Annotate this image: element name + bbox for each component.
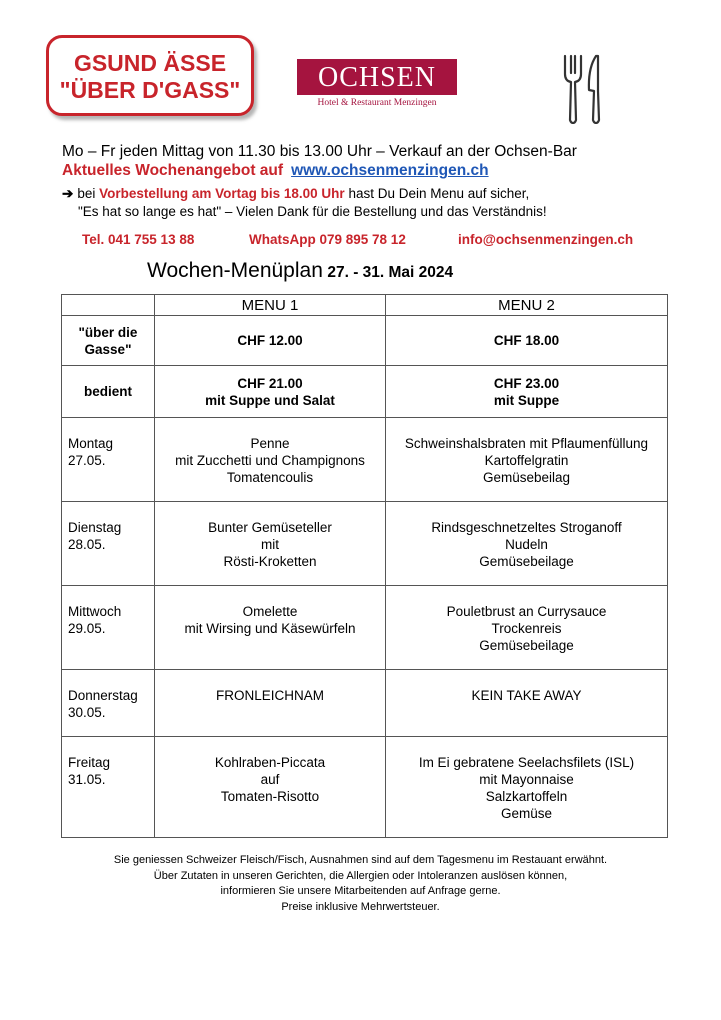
day-cell [62,586,155,670]
dish-line: Schweinshalsbraten mit Pflaumenfüllung [404,436,649,451]
dish-line: KEIN TAKE AWAY [471,688,582,703]
gasse-label [62,316,155,366]
dish-line: Salzkartoffeln [485,789,568,804]
menu-1-dish [155,737,386,838]
header-menu-2: MENU 2 [386,295,668,316]
day-name: Dienstag [68,520,122,535]
dish-line: Kohlraben-Piccata [214,755,326,770]
website-link[interactable]: www.ochsenmenzingen.ch [291,162,489,179]
dish-line: Nudeln [505,537,548,552]
cutlery-icon [559,54,605,124]
menu-2-dish [386,670,668,737]
menu-2-dish [386,586,668,670]
preorder-prefix: bei [77,186,96,201]
menu-2-dish [386,418,668,502]
dish-line: mit Mayonnaise [479,772,574,787]
dish-line: Gemüsebeilag [482,470,571,485]
badge-line-1: GSUND ÄSSE [73,50,227,76]
preorder-suffix: hast Du Dein Menu auf sicher, [348,186,530,201]
dish-line: Kartoffelgratin [484,453,569,468]
day-cell [62,670,155,737]
dish-line: Omelette [242,604,298,619]
menu-table [61,294,668,838]
gasse-label-line: Gasse" [84,341,132,357]
day-date: 28.05. [68,537,106,552]
opening-hours: Mo – Fr jeden Mittag von 11.30 bis 13.00 Uhr – Verkauf an der Ochsen-Bar [62,143,577,160]
footer-line: Über Zutaten in unseren Gerichten, die Allergien oder Intoleranzen auslösen können, [153,869,568,882]
day-date: 31.05. [68,772,106,787]
table-row [62,670,668,737]
menu-2-dish [386,502,668,586]
dish-line: mit Zucchetti und Champignons [175,453,365,468]
day-cell [62,502,155,586]
gasse-label-line: "über die [78,324,138,340]
day-name: Montag [68,436,114,451]
logo-name: OCHSEN [297,59,457,95]
preorder-note [62,186,529,202]
logo-subtitle: Hotel & Restaurant Menzingen [317,98,437,108]
menu-1-dish [155,670,386,737]
day-date: 27.05. [68,453,106,468]
day-name: Mittwoch [68,604,122,619]
dish-line: Pouletbrust an Currysauce [446,604,607,619]
footer-line: Sie geniessen Schweizer Fleisch/Fisch, Ausnahmen sind auf dem Tagesmenu im Restauant erwähnt. [113,854,608,866]
price-row-bedient [62,366,668,418]
dish-line: Gemüsebeilage [479,554,574,569]
dish-line: FRONLEICHNAM [215,688,324,703]
price-row-gasse [62,316,668,366]
day-name: Donnerstag [68,688,138,703]
footer-line: Preise inklusive Mehrwertsteuer. [281,900,440,913]
bedient-price-menu-1 [155,366,386,418]
header-empty-cell [62,295,155,316]
gsund-aesse-badge [46,35,254,116]
table-row [62,586,668,670]
dish-line: mit Wirsing und Käsewürfeln [184,621,356,636]
page-title [147,259,453,283]
footer-line: informieren Sie unsere Mitarbeitenden auf Anfrage gerne. [220,885,501,897]
ochsen-logo [297,59,457,108]
dish-line: Penne [250,436,290,451]
title-dates: 27. - 31. Mai 2024 [327,264,454,281]
price-note: mit Suppe und Salat [205,392,335,408]
gasse-price-menu-2: CHF 18.00 [386,316,668,366]
header-menu-1: MENU 1 [155,295,386,316]
dish-line: Gemüse [500,806,553,821]
dish-line: auf [260,772,280,787]
arrow-right-icon: ➔ [62,186,74,201]
dish-line: Tomaten-Risotto [220,789,320,804]
price-line: CHF 23.00 [493,375,560,391]
day-name: Freitag [68,755,111,770]
email-address[interactable]: info@ochsenmenzingen.ch [458,232,634,247]
footer-notes [0,853,721,915]
menu-1-dish [155,502,386,586]
thanks-note: "Es hat so lange es hat" – Vielen Dank für die Bestellung und das Verständnis! [78,204,547,219]
dish-line: Bunter Gemüseteller [208,520,332,535]
day-date: 30.05. [68,705,106,720]
offer-label: Aktuelles Wochenangebot auf [62,162,284,179]
price-line: CHF 21.00 [237,375,303,391]
table-header-row [62,295,668,316]
bedient-label: bedient [62,366,155,418]
day-cell [62,737,155,838]
preorder-highlight: Vorbestellung am Vortag bis 18.00 Uhr [99,186,345,201]
table-row [62,418,668,502]
dish-line: Gemüsebeilage [479,638,574,653]
bedient-price-menu-2 [386,366,668,418]
badge-line-2: "ÜBER D'GASS" [59,77,241,103]
gasse-price-menu-1: CHF 12.00 [155,316,386,366]
table-row [62,737,668,838]
title-main: Wochen-Menüplan [147,259,323,282]
menu-2-dish [386,737,668,838]
price-note: mit Suppe [493,392,560,408]
whatsapp-number[interactable]: WhatsApp 079 895 78 12 [249,232,406,247]
dish-line: mit [261,537,279,552]
day-date: 29.05. [68,621,106,636]
dish-line: Trockenreis [491,621,562,636]
weekly-offer [62,162,489,180]
table-row [62,502,668,586]
phone-number[interactable]: Tel. 041 755 13 88 [82,232,195,247]
dish-line: Tomatencoulis [226,470,314,485]
day-cell [62,418,155,502]
menu-1-dish [155,586,386,670]
dish-line: Rindsgeschnetzeltes Stroganoff [431,520,622,535]
dish-line: Im Ei gebratene Seelachsfilets (ISL) [418,755,635,770]
menu-1-dish [155,418,386,502]
dish-line: Rösti-Kroketten [223,554,317,569]
